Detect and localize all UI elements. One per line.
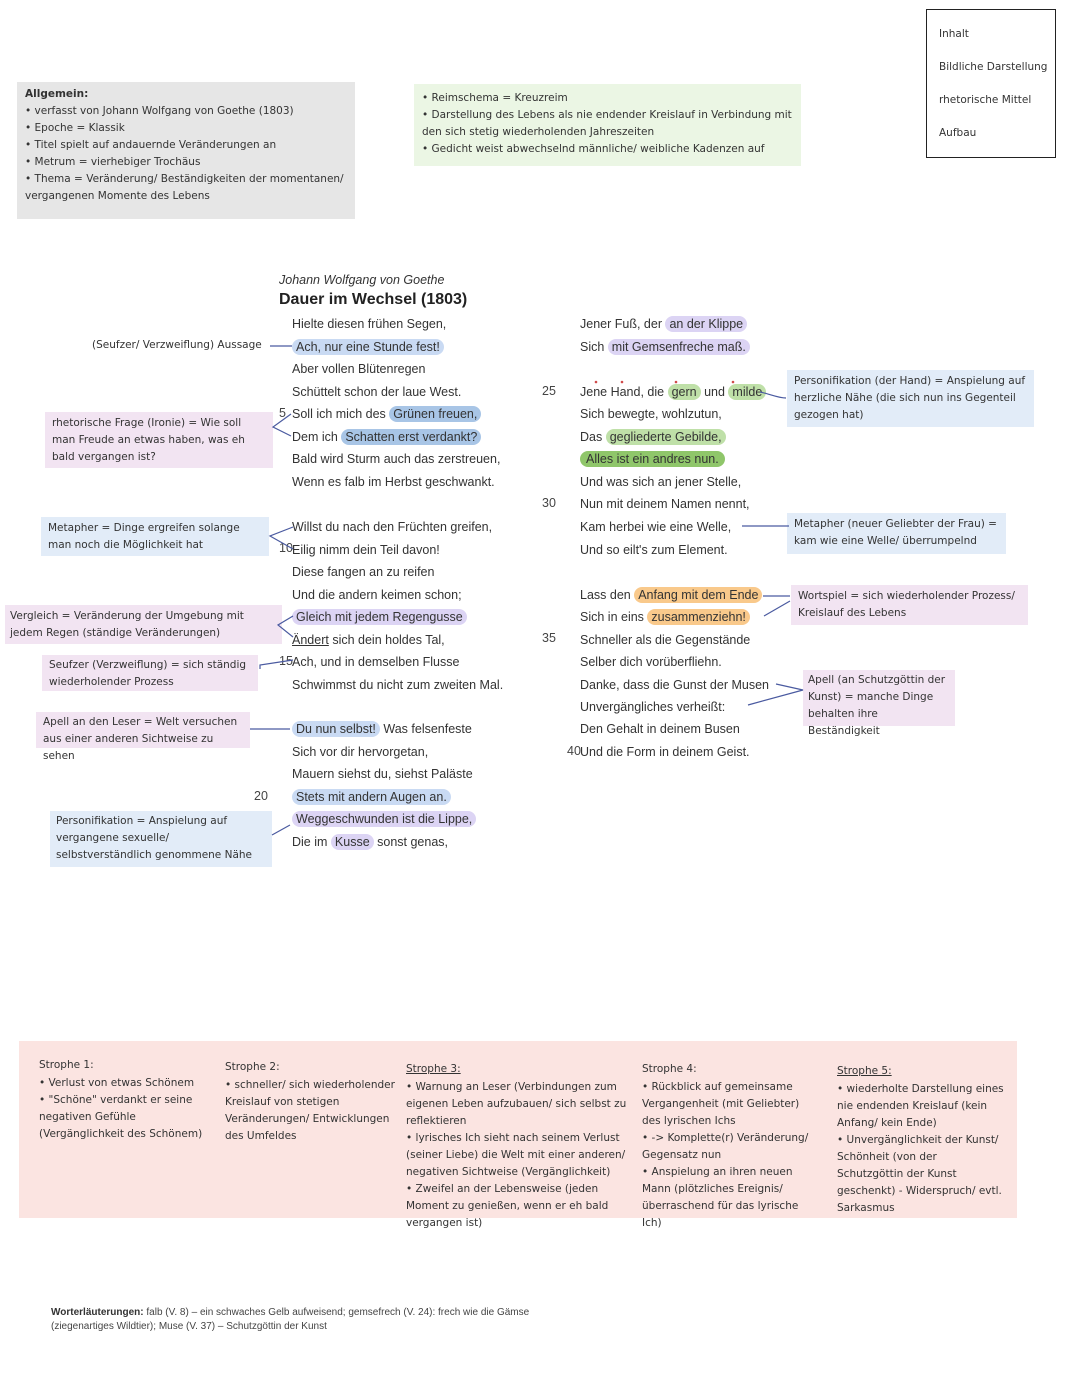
poem-text: Ach, und in demselben Flusse bbox=[292, 655, 460, 669]
line-number: 10 bbox=[279, 541, 293, 555]
strophe-item: • Rückblick auf gemeinsame Vergangenheit (mit Geliebter) des lyrischen Ichs bbox=[642, 1079, 812, 1130]
annotation-vergleich: Vergleich = Veränderung der Umgebung mit jedem Regen (ständige Veränderungen) bbox=[5, 605, 282, 644]
highlighted-phrase: Grünen freuen, bbox=[389, 406, 481, 422]
poem-text: Mauern siehst du, siehst Paläste bbox=[292, 767, 473, 781]
poem-text: Sich in eins bbox=[580, 610, 648, 624]
poem-text: Ändert bbox=[292, 633, 329, 647]
highlighted-phrase: Du nun selbst! bbox=[292, 721, 380, 737]
annotation-wortspiel: Wortspiel = sich wiederholender Prozess/ Kreislauf des Lebens bbox=[791, 585, 1028, 625]
poem-text: Und die Form in deinem Geist. bbox=[580, 745, 750, 759]
poem-text: Unvergängliches verheißt: bbox=[580, 700, 726, 714]
strophe-5 bbox=[837, 1063, 1005, 1217]
line-number: 25 bbox=[542, 384, 556, 398]
annotation-apell-1: Apell an den Leser = Welt versuchen aus einer anderen Sichtweise zu sehen bbox=[36, 712, 250, 748]
poem-text: Das bbox=[580, 430, 606, 444]
poem-text: Soll ich mich des bbox=[292, 407, 390, 421]
legend-item-bildlich: Bildliche Darstellung bbox=[939, 61, 1048, 73]
line-number: 30 bbox=[542, 496, 556, 510]
strophe-item: • "Schöne" verdankt er seine negativen Gefühle (Vergänglichkeit des Schönem) bbox=[39, 1092, 219, 1143]
legend-item-rhetorisch: rhetorische Mittel bbox=[939, 94, 1032, 106]
highlighted-phrase: gern bbox=[668, 384, 701, 400]
poem-text: Dem ich bbox=[292, 430, 342, 444]
poem-text: Sich vor dir hervorgetan, bbox=[292, 745, 429, 759]
annotation-personifikation-2: Personifikation (der Hand) = Anspielung auf herzliche Nähe (die sich nun ins Gegenteil gezogen hat) bbox=[787, 370, 1034, 427]
highlighted-phrase: an der Klippe bbox=[665, 316, 747, 332]
highlighted-phrase: Stets mit andern Augen an. bbox=[292, 789, 451, 805]
strophe-item: • wiederholte Darstellung eines nie endenden Kreislauf (kein Anfang/ kein Ende) bbox=[837, 1081, 1005, 1132]
poem-text: sich dein holdes Tal, bbox=[328, 633, 445, 647]
highlighted-phrase: zusammenziehn! bbox=[647, 609, 750, 625]
strophe-item: • Unvergänglichkeit der Kunst/ Schönheit (von der Schutzgöttin der Kunst geschenkt) - Widerspruch/ evtl. Sarkasmus bbox=[837, 1132, 1005, 1217]
strophe-title: Strophe 4: bbox=[642, 1063, 697, 1075]
poem-text: Jene Hand, die bbox=[580, 385, 668, 399]
strophe-1 bbox=[39, 1057, 219, 1143]
poem-text: Nun mit deinem Namen nennt, bbox=[580, 497, 750, 511]
line-number: 20 bbox=[254, 789, 268, 803]
allgemein-item: • Titel spielt auf andauernde Veränderungen an bbox=[25, 137, 347, 154]
line-number: 15 bbox=[279, 654, 293, 668]
strophe-title: Strophe 2: bbox=[225, 1061, 280, 1073]
annotation-personifikation-1: Personifikation = Anspielung auf vergangene sexuelle/ selbstverständlich genommene Nähe bbox=[50, 811, 272, 867]
footer-glossary bbox=[51, 1306, 591, 1334]
poem-text: Sich bbox=[580, 340, 608, 354]
poem-text: sonst genas, bbox=[373, 835, 449, 849]
poem-text: Schneller als die Gegenstände bbox=[580, 633, 751, 647]
line-number: 35 bbox=[542, 631, 556, 645]
poem-text: Schüttelt schon der laue West. bbox=[292, 385, 462, 399]
poem-text: Wenn es falb im Herbst geschwankt. bbox=[292, 475, 495, 489]
poem-text: Diese fangen an zu reifen bbox=[292, 565, 435, 579]
strophe-item: • schneller/ sich wiederholender Kreislauf von stetigen Veränderungen/ Entwicklungen des Umfeldes bbox=[225, 1077, 397, 1145]
highlighted-phrase: gegliederte Gebilde, bbox=[606, 429, 726, 445]
poem-text: Willst du nach den Früchten greifen, bbox=[292, 520, 493, 534]
poem-text: Lass den bbox=[580, 588, 635, 602]
highlighted-phrase: Weggeschwunden ist die Lippe, bbox=[292, 811, 476, 827]
form-item: • Reimschema = Kreuzreim bbox=[422, 90, 793, 107]
strophe-item: • Anspielung an ihren neuen Mann (plötzliches Ereignis/ überraschend für das lyrische Ich) bbox=[642, 1164, 812, 1232]
allgemein-title: Allgemein: bbox=[25, 88, 89, 100]
poem-text: Den Gehalt in deinem Busen bbox=[580, 722, 740, 736]
line-number: 5 bbox=[279, 406, 286, 420]
highlighted-phrase: mit Gemsenfreche maß. bbox=[608, 339, 750, 355]
allgemein-item: • verfasst von Johann Wolfgang von Goethe (1803) bbox=[25, 103, 347, 120]
poem-author: Johann Wolfgang von Goethe bbox=[279, 273, 445, 287]
strophe-item: • lyrisches Ich sieht nach seinem Verlust (seiner Liebe) die Welt mit einer anderen/ negativen Sichtweise (Vergänglichkeit) bbox=[406, 1130, 632, 1181]
glossary-label: Worterläuterungen: bbox=[51, 1307, 144, 1318]
poem-text: Kam herbei wie eine Welle, bbox=[580, 520, 732, 534]
stress-marks bbox=[595, 381, 735, 384]
poem-text: Und die andern keimen schon; bbox=[292, 588, 462, 602]
poem-text: Jener Fuß, der bbox=[580, 317, 666, 331]
highlighted-phrase: Schatten erst verdankt? bbox=[341, 429, 481, 445]
strophe-item: • Verlust von etwas Schönem bbox=[39, 1075, 219, 1092]
strophe-2 bbox=[225, 1059, 397, 1145]
poem-text: Selber dich vorüberfliehn. bbox=[580, 655, 722, 669]
strophe-3 bbox=[406, 1061, 632, 1232]
highlighted-phrase: milde bbox=[728, 384, 766, 400]
highlighted-phrase: Alles ist ein andres nun. bbox=[580, 451, 725, 467]
poem-title: Dauer im Wechsel (1803) bbox=[279, 291, 468, 308]
allgemein-item: • Epoche = Klassik bbox=[25, 120, 347, 137]
strophe-title: Strophe 5: bbox=[837, 1065, 892, 1077]
strophe-item: • Zweifel an der Lebensweise (jeden Moment zu genießen, wenn er eh bald vergangen ist) bbox=[406, 1181, 632, 1232]
poem-text: Sich bewegte, wohlzutun, bbox=[580, 407, 722, 421]
legend-item-inhalt: Inhalt bbox=[939, 28, 969, 40]
poem-text: Eilig nimm dein Teil davon! bbox=[292, 543, 440, 557]
annotation-metapher-2: Metapher (neuer Geliebter der Frau) = kam wie eine Welle/ überrumpelnd bbox=[787, 513, 1006, 554]
poem-text: Was felsenfeste bbox=[379, 722, 472, 736]
strophe-analysis-box bbox=[19, 1041, 1017, 1229]
legend-item-aufbau: Aufbau bbox=[939, 127, 977, 139]
poem-text: und bbox=[700, 385, 729, 399]
highlighted-phrase: Ach, nur eine Stunde fest! bbox=[292, 339, 444, 355]
strophe-title: Strophe 3: bbox=[406, 1063, 461, 1075]
form-item: • Gedicht weist abwechselnd männliche/ weibliche Kadenzen auf bbox=[422, 141, 793, 158]
poem-text: Danke, dass die Gunst der Musen bbox=[580, 678, 769, 692]
poem-text: Hielte diesen frühen Segen, bbox=[292, 317, 447, 331]
poem-text: Bald wird Sturm auch das zerstreuen, bbox=[292, 452, 501, 466]
annotation-apell-2: Apell (an Schutzgöttin der Kunst) = manche Dinge behalten ihre Beständigkeit bbox=[803, 670, 955, 726]
strophe-item: • Warnung an Leser (Verbindungen zum eigenen Leben aufzubauen/ sich selbst zu reflektieren bbox=[406, 1079, 632, 1130]
poem-text: Aber vollen Blütenregen bbox=[292, 362, 426, 376]
strophe-item: • -> Komplette(r) Veränderung/ Gegensatz nun bbox=[642, 1130, 812, 1164]
strophe-title: Strophe 1: bbox=[39, 1059, 94, 1071]
annotation-seufzer-2: Seufzer (Verzweiflung) = sich ständig wiederholender Prozess bbox=[42, 655, 258, 691]
allgemein-item: • Thema = Veränderung/ Beständigkeiten der momentanen/ vergangenen Momente des Lebens bbox=[25, 171, 347, 205]
highlighted-phrase: Gleich mit jedem Regengusse bbox=[292, 609, 467, 625]
poem-text: Und so eilt's zum Element. bbox=[580, 543, 728, 557]
strophe-4 bbox=[642, 1061, 812, 1232]
form-item: • Darstellung des Lebens als nie endender Kreislauf in Verbindung mit den sich stetig wiederholenden Jahreszeiten bbox=[422, 107, 793, 141]
annotation-rhetorische-frage: rhetorische Frage (Ironie) = Wie soll man Freude an etwas haben, was eh bald vergangen ist? bbox=[45, 412, 273, 468]
highlighted-phrase: Kusse bbox=[331, 834, 374, 850]
glossary-text: falb (V. 8) – ein schwaches Gelb aufweisend; gemsefrech (V. 24): frech wie die Gämse (ziegenartiges Wildtier); Muse (V. 37) – Schutzgöttin der Kunst bbox=[51, 1307, 530, 1332]
poem-text: Und was sich an jener Stelle, bbox=[580, 475, 742, 489]
annotation-seufzer: (Seufzer/ Verzweiflung) Aussage bbox=[92, 339, 262, 351]
line-number: 40 bbox=[567, 744, 581, 758]
allgemein-item: • Metrum = vierhebiger Trochäus bbox=[25, 154, 347, 171]
annotation-metapher-1: Metapher = Dinge ergreifen solange man noch die Möglichkeit hat bbox=[41, 517, 269, 556]
poem-text: Schwimmst du nicht zum zweiten Mal. bbox=[292, 678, 504, 692]
poem-text: Die im bbox=[292, 835, 331, 849]
highlighted-phrase: Anfang mit dem Ende bbox=[634, 587, 762, 603]
